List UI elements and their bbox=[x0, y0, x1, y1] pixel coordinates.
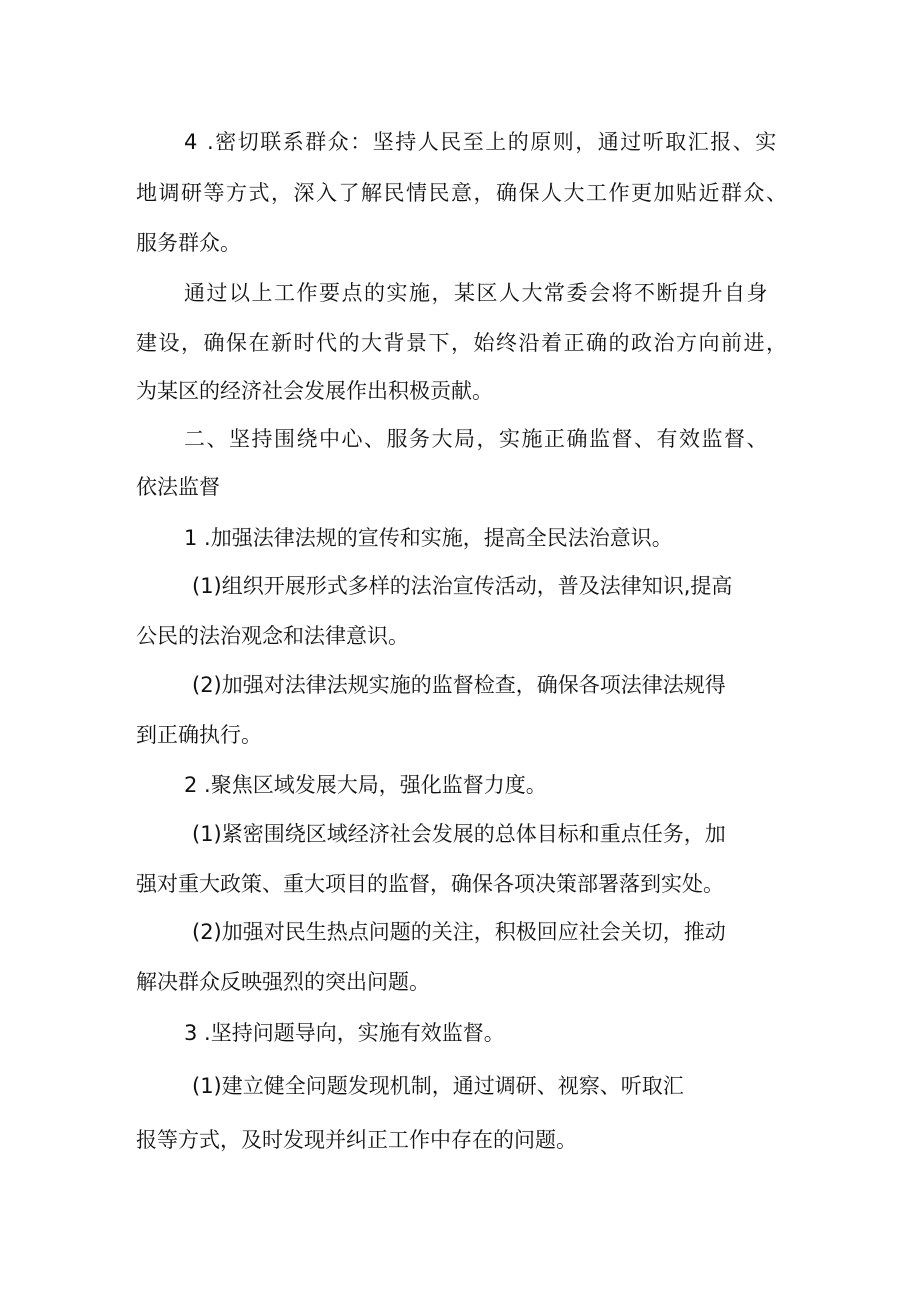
item-heading: 1 .加强法律法规的宣传和实施，提高全民法治意识。 bbox=[184, 526, 673, 550]
text-line: (1)紧密围绕区域经济社会发展的总体目标和重点任务，加 bbox=[192, 822, 726, 846]
text-line: 服务群众。 bbox=[136, 231, 241, 255]
text-line: 地调研等方式，深入了解民情民意，确保人大工作更加贴近群众、 bbox=[136, 181, 789, 205]
item-heading: 3 .坚持问题导向，实施有效监督。 bbox=[184, 1021, 505, 1045]
text-line: 公民的法治观念和法律意识。 bbox=[136, 624, 409, 648]
text-line: 建设，确保在新时代的大背景下，始终沿着正确的政治方向前进， bbox=[136, 331, 789, 355]
text-line: 解决群众反映强烈的突出问题。 bbox=[136, 970, 430, 994]
text-line: 强对重大政策、重大项目的监督，确保各项决策部署落到实处。 bbox=[136, 872, 724, 896]
text-line: (2)加强对法律法规实施的监督检查，确保各项法律法规得 bbox=[192, 673, 726, 697]
text-line: 到正确执行。 bbox=[136, 723, 262, 747]
text-line: (1)组织开展形式多样的法治宣传活动，普及法律知识,提高 bbox=[192, 574, 733, 598]
section-heading: 二、坚持围绕中心、服务大局，实施正确监督、有效监督、 bbox=[184, 427, 769, 451]
text-line: 报等方式，及时发现并纠正工作中存在的问题。 bbox=[136, 1128, 577, 1152]
text-line: 为某区的经济社会发展作出积极贡献。 bbox=[136, 379, 493, 403]
item-heading: 2 .聚焦区域发展大局，强化监督力度。 bbox=[184, 773, 547, 797]
text-line: 4 .密切联系群众：坚持人民至上的原则，通过听取汇报、实 bbox=[184, 130, 778, 154]
section-heading: 依法监督 bbox=[136, 475, 220, 499]
text-line: (1)建立健全问题发现机制，通过调研、视察、听取汇 bbox=[192, 1074, 684, 1098]
text-line: 通过以上工作要点的实施，某区人大常委会将不断提升自身 bbox=[184, 281, 769, 305]
text-line: (2)加强对民生热点问题的关注，积极回应社会关切，推动 bbox=[192, 920, 726, 944]
